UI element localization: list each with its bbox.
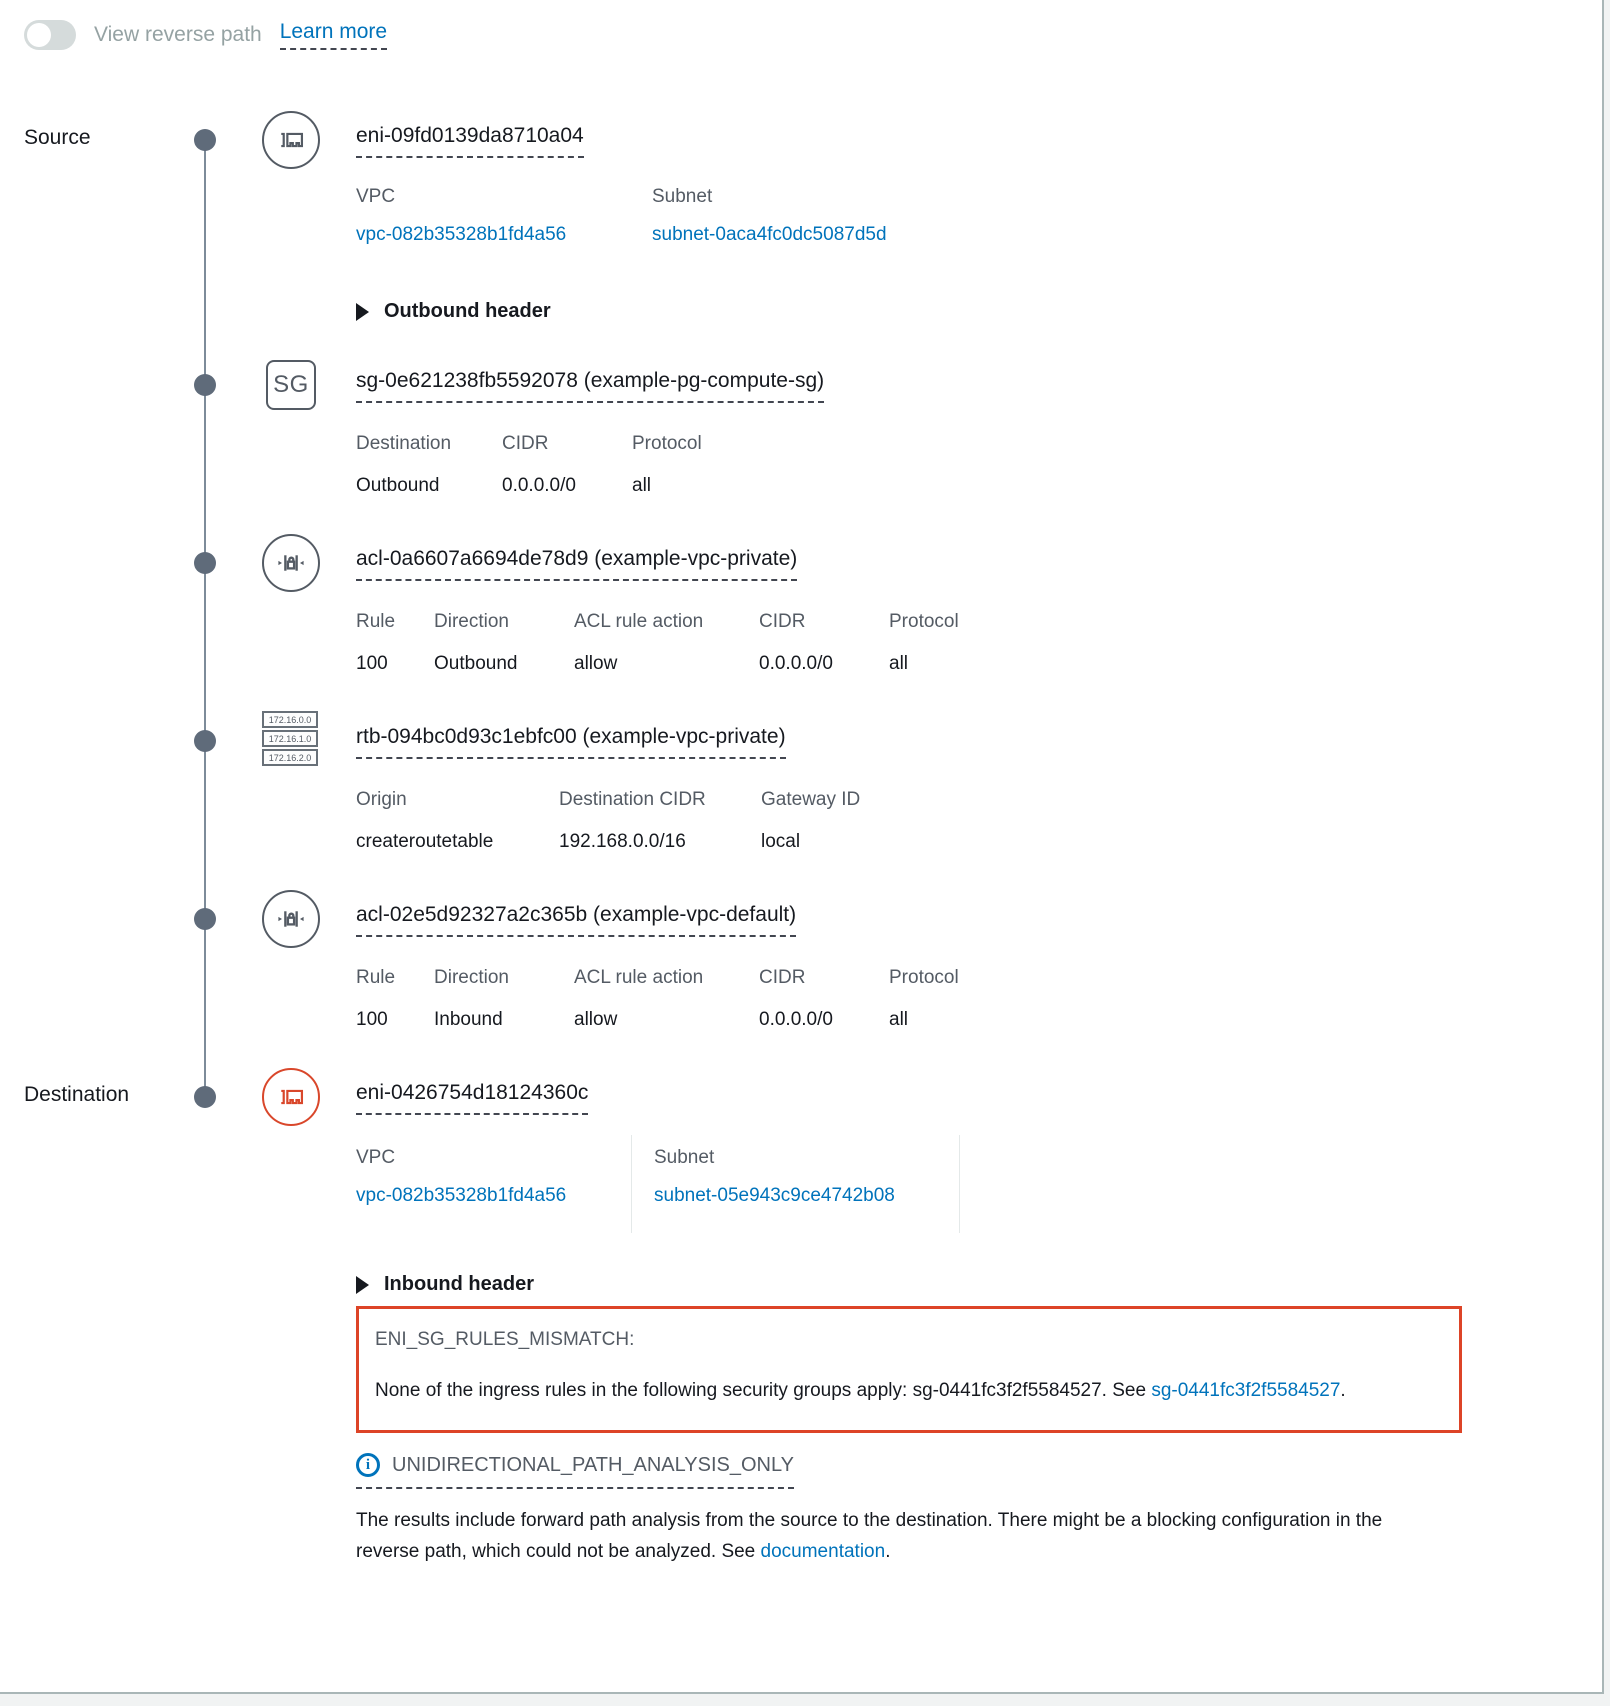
source-vpc-link[interactable]: vpc-082b35328b1fd4a56 xyxy=(356,224,567,245)
table-cell: 192.168.0.0/16 xyxy=(559,831,686,852)
expand-triangle-icon xyxy=(356,303,369,321)
route-table-title[interactable]: rtb-094bc0d93c1ebfc00 (example-vpc-private) xyxy=(356,725,786,759)
table-cell: Outbound xyxy=(434,653,518,674)
timeline-dot xyxy=(194,1086,216,1108)
table-cell: Inbound xyxy=(434,1009,503,1030)
destination-subnet-link[interactable]: subnet-05e943c9ce4742b08 xyxy=(654,1185,895,1206)
source-label: Source xyxy=(24,126,91,149)
unidirectional-analysis-note[interactable] xyxy=(356,1453,794,1489)
info-icon: i xyxy=(356,1453,380,1477)
vpc-label: VPC xyxy=(356,1147,396,1168)
view-reverse-path-label: View reverse path xyxy=(94,23,262,46)
network-acl-inbound-title[interactable]: acl-02e5d92327a2c365b (example-vpc-default) xyxy=(356,903,796,937)
path-step-network-acl-outbound xyxy=(24,547,1602,725)
table-cell: local xyxy=(761,831,801,852)
network-acl-icon xyxy=(262,890,320,948)
view-reverse-path-toggle[interactable] xyxy=(24,20,76,50)
destination-label: Destination xyxy=(24,1083,130,1106)
expand-triangle-icon xyxy=(356,1276,369,1294)
destination-vpc-link[interactable]: vpc-082b35328b1fd4a56 xyxy=(356,1185,567,1206)
timeline-dot xyxy=(194,730,216,752)
subnet-label: Subnet xyxy=(654,1147,715,1168)
route-table-routes-table: Origin Destination CIDR Gateway ID createroutetable 192.168.0.0/16 local xyxy=(356,789,1572,857)
timeline-dot xyxy=(194,129,216,151)
toggle-knob-icon xyxy=(27,23,51,47)
acl-outbound-rules-table: Rule Direction ACL rule action CIDR Protocol 100 Outbound allow 0.0.0.0/0 all xyxy=(356,611,1572,679)
network-acl-outbound-title[interactable]: acl-0a6607a6694de78d9 (example-vpc-private) xyxy=(356,547,797,581)
table-cell: 0.0.0.0/0 xyxy=(502,475,576,496)
table-cell: 100 xyxy=(356,653,388,674)
table-cell: all xyxy=(632,475,652,496)
source-eni-details xyxy=(356,186,1572,246)
info-code: UNIDIRECTIONAL_PATH_ANALYSIS_ONLY xyxy=(392,1453,794,1476)
table-cell: 0.0.0.0/0 xyxy=(759,653,833,674)
destination-eni-details xyxy=(356,1135,1572,1233)
reverse-path-toggle-row xyxy=(24,18,1602,52)
timeline-dot xyxy=(194,374,216,396)
documentation-link[interactable]: documentation xyxy=(760,1541,886,1562)
error-message: None of the ingress rules in the following security groups apply: sg-0441fc3f2f5584527. See sg-0441fc3f2f5584527. xyxy=(375,1380,1346,1401)
path-step-destination-eni xyxy=(24,1081,1602,1613)
learn-more-link[interactable]: Learn more xyxy=(280,20,387,50)
inbound-header-expander[interactable]: Inbound header xyxy=(356,1273,534,1296)
network-acl-icon xyxy=(262,534,320,592)
source-eni-title[interactable]: eni-09fd0139da8710a04 xyxy=(356,124,584,158)
subnet-label: Subnet xyxy=(652,186,713,207)
path-step-source-eni xyxy=(24,124,1602,369)
security-group-link[interactable]: sg-0441fc3f2f5584527 xyxy=(1151,1380,1341,1401)
source-subnet-link[interactable]: subnet-0aca4fc0dc5087d5d xyxy=(652,224,887,245)
table-cell: all xyxy=(889,1009,909,1030)
destination-eni-title[interactable]: eni-0426754d18124360c xyxy=(356,1081,588,1115)
table-cell: all xyxy=(889,653,909,674)
path-step-network-acl-inbound xyxy=(24,903,1602,1081)
route-table-icon: 172.16.0.0 172.16.1.0 172.16.2.0 xyxy=(262,711,318,766)
table-cell: createroutetable xyxy=(356,831,494,852)
security-group-title[interactable]: sg-0e621238fb5592078 (example-pg-compute-sg) xyxy=(356,369,824,403)
network-interface-icon xyxy=(262,111,320,169)
table-cell: allow xyxy=(574,653,618,674)
table-cell: 100 xyxy=(356,1009,388,1030)
error-code: ENI_SG_RULES_MISMATCH: xyxy=(375,1329,635,1350)
timeline-dot xyxy=(194,552,216,574)
path-step-security-group xyxy=(24,369,1602,547)
path-timeline xyxy=(24,124,1602,1613)
timeline-line xyxy=(204,140,206,369)
info-paragraph: The results include forward path analysis from the source to the destination. There might be a blocking configuration in the reverse path, which could not be analyzed. See documentation. xyxy=(356,1510,1383,1562)
eni-sg-rules-mismatch-alert xyxy=(356,1306,1462,1433)
outbound-header-expander[interactable]: Outbound header xyxy=(356,300,551,323)
table-cell: 0.0.0.0/0 xyxy=(759,1009,833,1030)
security-group-icon: SG xyxy=(266,360,316,410)
acl-inbound-rules-table: Rule Direction ACL rule action CIDR Protocol 100 Inbound allow 0.0.0.0/0 all xyxy=(356,967,1572,1035)
security-group-rules-table: Destination CIDR Protocol Outbound 0.0.0.0/0 all xyxy=(356,433,1572,501)
timeline-dot xyxy=(194,908,216,930)
path-step-route-table xyxy=(24,715,1602,903)
table-cell: Outbound xyxy=(356,475,440,496)
vpc-label: VPC xyxy=(356,186,396,207)
network-interface-destination-icon xyxy=(262,1068,320,1126)
table-cell: allow xyxy=(574,1009,618,1030)
